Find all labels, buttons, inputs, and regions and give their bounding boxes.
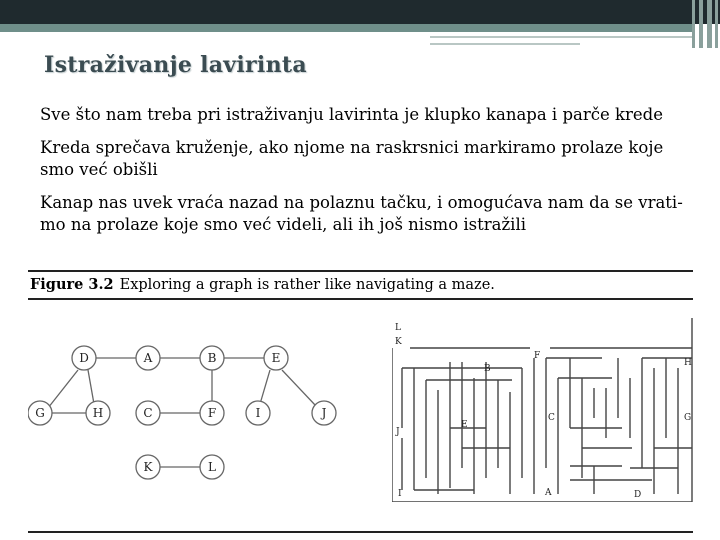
figure: [28, 270, 693, 300]
maze-label: J: [396, 427, 400, 437]
header-bar: [0, 0, 720, 24]
maze-label: L: [395, 323, 401, 333]
maze-wall: [392, 318, 692, 502]
node-label: H: [92, 406, 104, 420]
header-stripe: [0, 24, 695, 32]
graph-diagram: [28, 340, 348, 485]
maze-wall: [402, 368, 414, 490]
maze-wall: [426, 362, 450, 494]
maze-wall: [630, 358, 692, 468]
maze-wall: [642, 358, 678, 494]
graph-edge: [88, 370, 94, 404]
figure-caption: [28, 272, 693, 298]
maze-label: A: [545, 488, 552, 498]
node-label: E: [271, 351, 281, 365]
maze-label: F: [534, 351, 541, 361]
figure-caption-rule: [28, 298, 693, 300]
maze-label: H: [684, 358, 692, 368]
node-label: F: [207, 406, 217, 420]
maze-diagram: [392, 318, 694, 502]
node-label: J: [321, 406, 327, 420]
node-label: A: [143, 351, 153, 365]
figure-bottom-rule: [28, 531, 693, 533]
graph-edge: [282, 370, 316, 406]
maze-label: G: [684, 413, 692, 423]
node-label: L: [208, 460, 216, 474]
node-label: I: [255, 406, 261, 420]
bullet-item: Kreda sprečava kruženje, ako njome na raskrsnici markiramo prolaze koje smo već obišli: [40, 138, 664, 179]
node-label: D: [79, 351, 89, 365]
bullet-list: [40, 104, 690, 247]
node-label: G: [35, 406, 45, 420]
corner-decoration: [690, 0, 720, 48]
maze-label: I: [398, 489, 402, 499]
maze-label: C: [548, 413, 555, 423]
figure-label: Figure 3.2: [30, 276, 114, 293]
maze-label: K: [395, 337, 402, 347]
maze-wall: [546, 358, 632, 448]
graph-edge: [260, 370, 270, 404]
slide-title: Istraživanje lavirinta: [44, 52, 307, 78]
node-label: K: [143, 460, 153, 474]
maze-wall: [510, 358, 534, 494]
maze-label: E: [461, 420, 468, 430]
node-label: B: [207, 351, 217, 365]
bullet-item: Sve što nam treba pri istraživanju lavirinta je klupko kanapa i parče krede: [40, 105, 663, 124]
bullet-item: Kanap nas uvek vraća nazad na polaznu tačku, i omogućava nam da se vrati-mo na prolaze koje smo već videli, ali ih još nismo istražili: [40, 193, 683, 234]
node-label: C: [143, 406, 153, 420]
maze-label: D: [634, 490, 642, 500]
maze-wall: [594, 358, 630, 438]
graph-edge: [48, 370, 78, 408]
maze-label: B: [484, 364, 491, 374]
divider-line: [430, 36, 692, 38]
divider-line: [430, 43, 580, 45]
figure-caption-text: Exploring a graph is rather like navigating a maze.: [119, 277, 495, 293]
